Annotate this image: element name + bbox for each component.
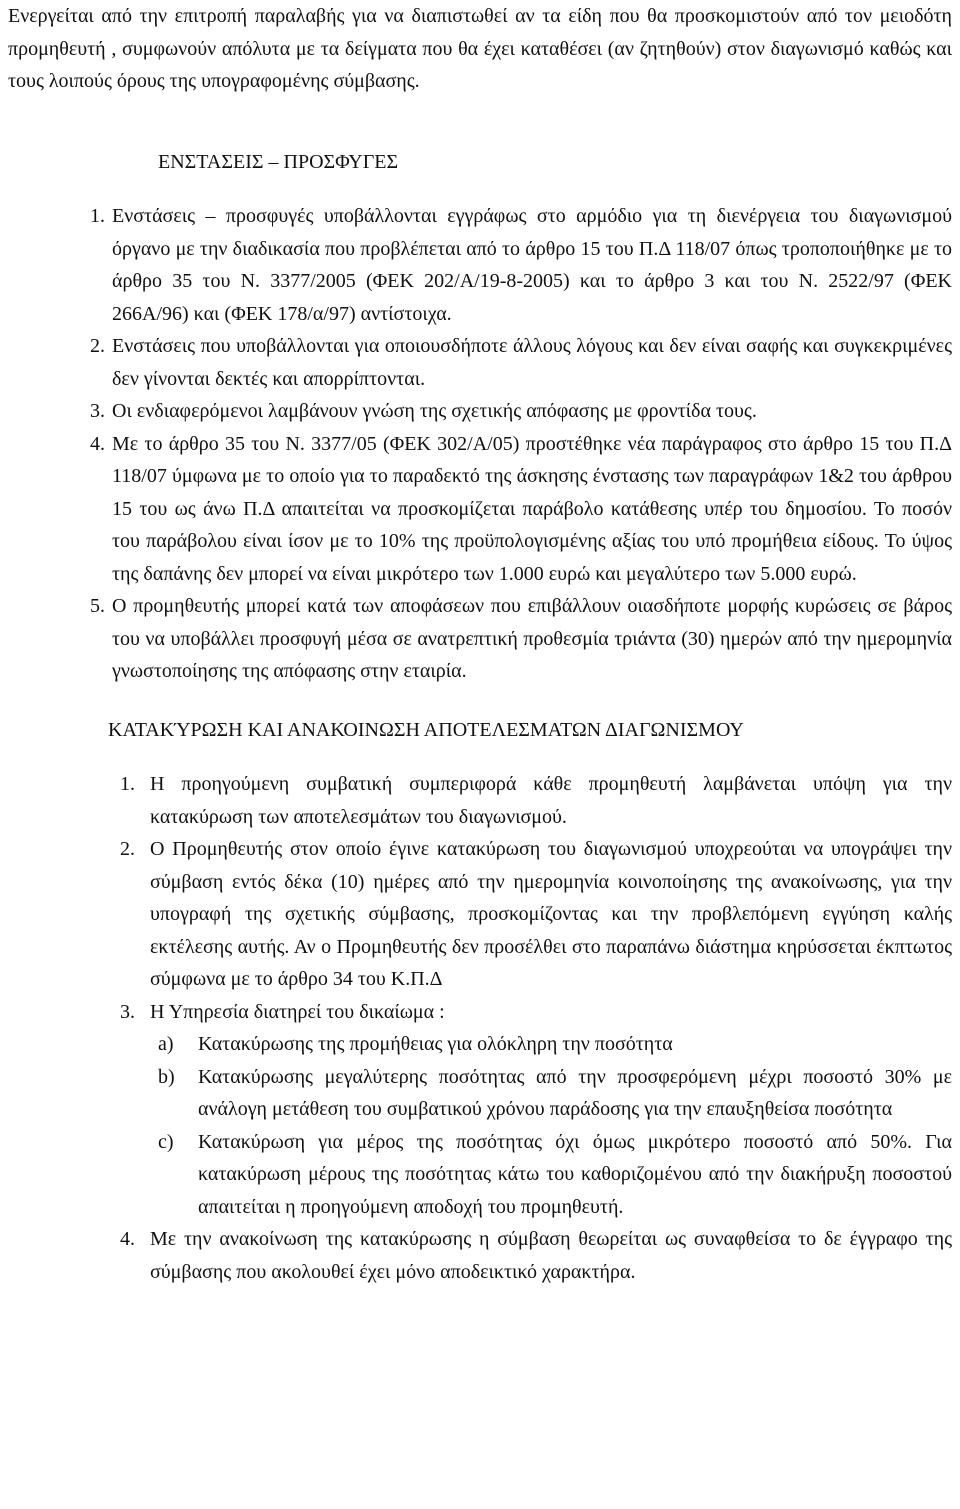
section-title-objections: ΕΝΣΤΑΣΕΙΣ – ΠΡΟΣΦΥΓΕΣ xyxy=(158,150,399,173)
item-text: Ενστάσεις που υποβάλλονται για οποιουσδήποτε άλλους λόγους και δεν είναι σαφής και συγκεκριμένες δεν γίνονται δεκτές και απορρίπτονται. xyxy=(112,335,952,390)
item-text: Ενστάσεις – προσφυγές υποβάλλονται εγγράφως στο αρμόδιο για τη διενέργεια του διαγωνισμού όργανο με την διαδικασία που προβλέπεται από το άρθρο 15 του Π.Δ 118/07 όπως τροποποιήθηκε με το άρθρο 35 του Ν. 3377/2005 (ΦΕΚ 202/Α/19-8-2005) και το άρθρο 3 και του Ν. 2522/97 (ΦΕΚ 266Α/96) και (ΦΕΚ 178/α/97) αντίστοιχα. xyxy=(112,205,952,325)
item-number: 1. xyxy=(120,773,135,795)
list-item xyxy=(8,996,952,1224)
item-number: 3. xyxy=(90,400,105,422)
item-text: Με την ανακοίνωση της κατακύρωσης η σύμβαση θεωρείται ως συναφθείσα το δε έγγραφο της σύμβασης που ακολουθεί έχει μόνο αποδεικτικό χαρακτήρα. xyxy=(150,1228,952,1283)
item-text: Ο προμηθευτής μπορεί κατά των αποφάσεων που επιβάλλουν οιασδήποτε μορφής κυρώσεις σε βάρος του να υποβάλλει προσφυγή μέσα σε ανατρεπτική προθεσμία τριάντα (30) ημερών από την ημερομηνία γνωστοποίησης της απόφασης στην εταιρία. xyxy=(112,595,952,682)
item-number: 2. xyxy=(120,838,135,860)
item-number: 4. xyxy=(120,1228,135,1250)
objections-list xyxy=(8,200,952,688)
item-number: 4. xyxy=(90,432,105,455)
list-item xyxy=(8,200,952,330)
sublist-text: Κατακύρωσης της προμήθειας για ολόκληρη την ποσότητα xyxy=(198,1033,673,1055)
sublist-marker: a) xyxy=(158,1033,174,1055)
item-text: Οι ενδιαφερόμενοι λαμβάνουν γνώση της σχετικής απόφασης με φροντίδα τους. xyxy=(112,400,757,422)
item-text: Ο Προμηθευτής στον οποίο έγινε κατακύρωση του διαγωνισμού υποχρεούται να υπογράψει την σύμβαση εντός δέκα (10) ημέρες από την ημερομηνία κοινοποίησης της ανακοίνωσης, για την υπογραφή της σχετικής σύμβασης, προσκομίζοντας και την προβλεπόμενη εγγύηση καλής εκτέλεσης αυτής. Αν ο Προμηθευτής δεν προσέλθει στο παραπάνω διάστημα κηρύσσεται έκπτωτος σύμφωνα με το άρθρο 34 του Κ.Π.Δ xyxy=(150,838,952,990)
sublist-item xyxy=(8,1061,952,1126)
list-item xyxy=(8,428,952,591)
item-number: 5. xyxy=(90,595,105,617)
item-number: 3. xyxy=(120,1000,135,1023)
sublist-text: Κατακύρωσης μεγαλύτερης ποσότητας από την προσφερόμενη μέχρι ποσοστό 30% με ανάλογη μετάθεση του συμβατικού χρόνου παράδοσης για την επαυξηθείσα ποσότητα xyxy=(198,1065,952,1120)
list-item xyxy=(8,768,952,833)
item-number: 2. xyxy=(90,335,105,357)
sublist-text: Κατακύρωση για μέρος της ποσότητας όχι όμως μικρότερο ποσοστό από 50%. Για κατακύρωση μέρους της ποσότητας κάτω του καθοριζομένου από την διακήρυξη ποσοστού απαιτείται η προηγούμενη αποδοχή του προμηθευτή. xyxy=(198,1130,952,1218)
item-text: Η Υπηρεσία διατηρεί του δικαίωμα : xyxy=(150,1000,445,1023)
intro-paragraph: Ενεργείται από την επιτροπή παραλαβής για να διαπιστωθεί αν τα είδη που θα προσκομιστούν από τον μειοδότη προμηθευτή , συμφωνούν απόλυτα με τα δείγματα που θα έχει καταθέσει (αν ζητηθούν) στον διαγωνισμό καθώς και τους λοιπούς όρους της υπογραφομένης σύμβασης. xyxy=(8,5,952,92)
sublist-item xyxy=(8,1028,952,1061)
award-list xyxy=(8,768,952,1288)
rights-sublist xyxy=(8,1028,952,1223)
sublist-item xyxy=(8,1126,952,1224)
item-text: Με το άρθρο 35 του Ν. 3377/05 (ΦΕΚ 302/Α/05) προστέθηκε νέα παράγραφος στο άρθρο 15 του Π.Δ 118/07 ύμφωνα με το οποίο για το παραδεκτό της άσκησης ένστασης των παραγράφων 1&2 του άρθρου 15 του ως άνω Π.Δ απαιτείται να προσκομίζεται παράβολο κατάθεσης υπέρ του δημοσίου. Το ποσόν του παράβολου είναι ίσον με το 10% της προϋπολογισμένης αξίας του υπό προμήθεια είδους. Το ύψος της δαπάνης δεν μπορεί να είναι μικρότερο των 1.000 ευρώ και μεγαλύτερο των 5.000 ευρώ. xyxy=(112,432,952,585)
list-item xyxy=(8,833,952,996)
list-item xyxy=(8,395,952,428)
sublist-marker: c) xyxy=(158,1130,174,1153)
list-item xyxy=(8,590,952,688)
list-item xyxy=(8,330,952,395)
item-number: 1. xyxy=(90,205,105,227)
sublist-marker: b) xyxy=(158,1065,175,1088)
section-title-award: ΚΑΤΑΚΎΡΩΣΗ ΚΑΙ ΑΝΑΚΟΙΝΩΣΗ ΑΠΟΤΕΛΕΣΜΑΤΩΝ ΔΙΑΓΩΝΙΣΜΟΥ xyxy=(108,718,744,741)
item-text: Η προηγούμενη συμβατική συμπεριφορά κάθε προμηθευτή λαμβάνεται υπόψη για την κατακύρωση των αποτελεσμάτων του διαγωνισμού. xyxy=(150,773,952,828)
list-item xyxy=(8,1223,952,1288)
